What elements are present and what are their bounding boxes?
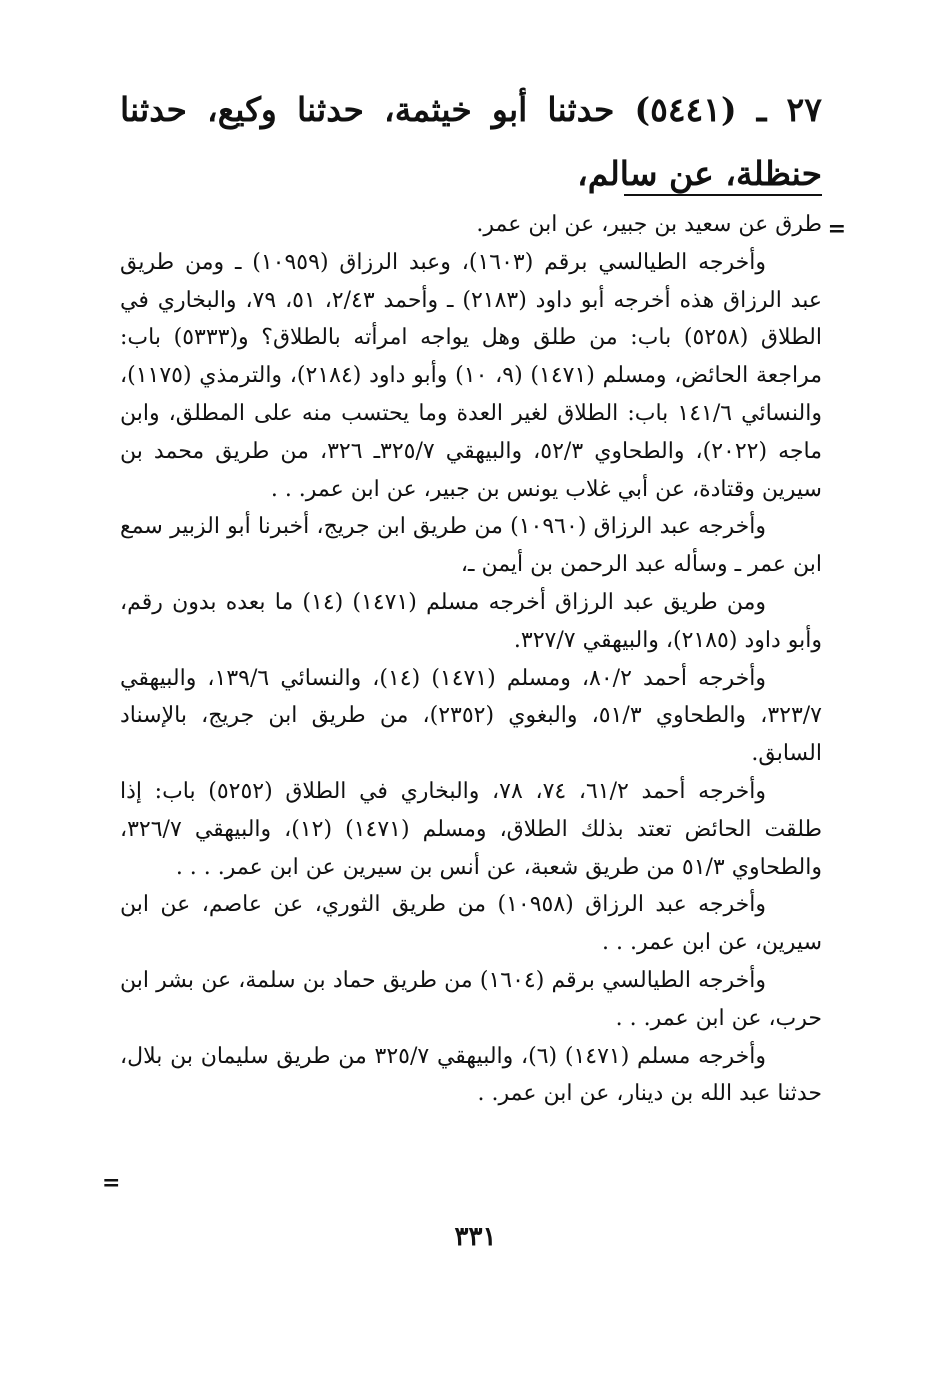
footnote-paragraph-continuation: طرق عن سعيد بن جبير، عن ابن عمر. — [476, 212, 822, 237]
footnote-paragraph: وأخرجه أحمد ٨٠/٢، ومسلم (١٤٧١) (١٤)، والنسائي ١٣٩/٦، والبيهقي ٣٢٣/٧، والطحاوي ٥١/٣، والبغوي (٢٣٥٢)، من طريق ابن جريج، بالإسناد السابق. — [120, 665, 822, 767]
hadith-heading: ٢٧ ـ (٥٤٤١) حدثنا أبو خيثمة، حدثنا وكيع، حدثنا حنظلة، عن سالم، — [120, 90, 822, 193]
page-number: ٣٣١ — [454, 1222, 497, 1252]
footnote-paragraph: وأخرجه عبد الرزاق (١٠٩٦٠) من طريق ابن جريج، أخبرنا أبو الزبير سمع ابن عمر ـ وسأله عبد الرحمن بن أيمن ـ، — [120, 514, 822, 578]
footnote-paragraph: وأخرجه أحمد ٦١/٢، ٧٤، ٧٨، والبخاري في الطلاق (٥٢٥٢) باب: إذا طلقت الحائض تعتد بذلك الطلاق، ومسلم (١٤٧١) (١٢)، والبيهقي ٣٢٦/٧، والطحاوي ٥١/٣ من طريق شعبة، عن أنس بن سيرين عن ابن عمر. . . . — [120, 778, 822, 880]
footnote-paragraph: وأخرجه عبد الرزاق (١٠٩٥٨) من طريق الثوري، عن عاصم، عن ابن سيرين، عن ابن عمر. . . — [120, 892, 822, 956]
continuation-mark-bottom: = — [102, 1170, 121, 1196]
footnote-paragraph: وأخرجه الطيالسي برقم (١٦٠٣)، وعبد الرزاق (١٠٩٥٩) ـ ومن طريق عبد الرزاق هذه أخرجه أبو داود (٢١٨٣) ـ وأحمد ٢/٤٣، ٥١، ٧٩، والبخاري في الطلاق (٥٢٥٨) باب: من طلق وهل يواجه امرأته بالطلاق؟ و(٥٣٣٣) باب: مراجعة الحائض، ومسلم (١٤٧١) (٩، ١٠) وأبو داود (٢١٨٤)، والترمذي (١١٧٥)، والنسائي ١٤١/٦ باب: الطلاق لغير العدة وما يحتسب منه على المطلق، وابن ماجه (٢٠٢٢)، والطحاوي ٥٢/٣، والبيهقي ٣٢٥/٧ـ ٣٢٦، من طريق محمد بن سيرين وقتادة، عن أبي غلاب يونس بن جبير، عن ابن عمر. . . — [120, 249, 823, 502]
footnote-body — [120, 206, 822, 1113]
separator-rule — [624, 194, 822, 196]
footnote-paragraph: وأخرجه الطيالسي برقم (١٦٠٤) من طريق حماد بن سلمة، عن بشر ابن حرب، عن ابن عمر. . . — [120, 967, 822, 1031]
footnote-paragraph: ومن طريق عبد الرزاق أخرجه مسلم (١٤٧١) (١٤) ما بعده بدون رقم، وأبو داود (٢١٨٥)، والبيهقي ٣٢٧/٧. — [120, 589, 822, 653]
footnote-paragraph: وأخرجه مسلم (١٤٧١) (٦)، والبيهقي ٣٢٥/٧ من طريق سليمان بن بلال، حدثنا عبد الله بن دينار، عن ابن عمر. . — [120, 1043, 822, 1107]
continuation-mark-top: = — [827, 216, 846, 242]
